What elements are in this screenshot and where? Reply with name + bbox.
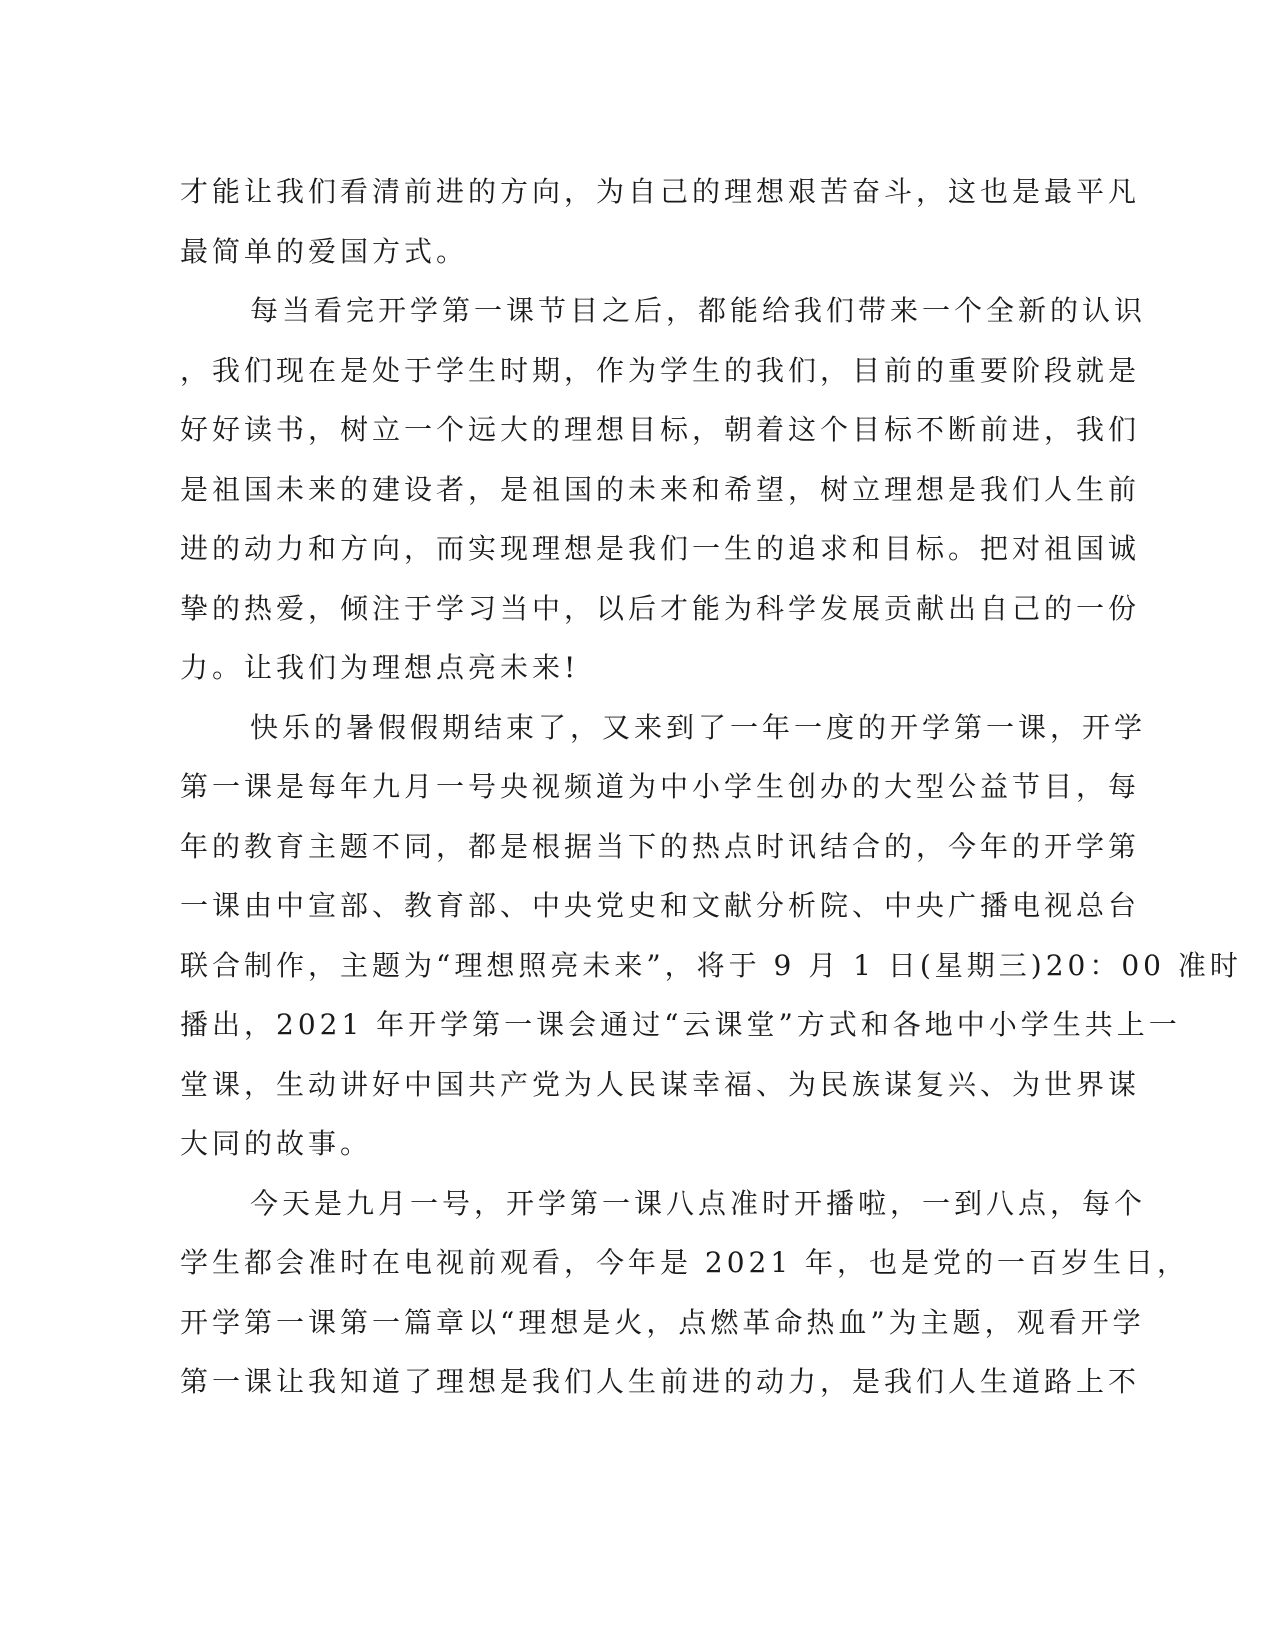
text-line: 堂课，生动讲好中国共产党为人民谋幸福、为民族谋复兴、为世界谋 [180, 1067, 1141, 1101]
text-line: 联合制作，主题为“理想照亮未来”，将于 9 月 1 日(星期三)20：00 准时 [180, 948, 1242, 982]
text-line: 播出，2021 年开学第一课会通过“云课堂”方式和各地中小学生共上一 [180, 1008, 1181, 1041]
paragraph-start-line: 今天是九月一号，开学第一课八点准时开播啦，一到八点，每个 [250, 1186, 1147, 1220]
text-line: 年的教育主题不同，都是根据当下的热点时讯结合的，今年的开学第 [180, 829, 1141, 863]
paragraph-start-line: 快乐的暑假假期结束了，又来到了一年一度的开学第一课，开学 [250, 710, 1147, 744]
text-line: 大同的故事。 [180, 1127, 373, 1160]
text-line: 第一课让我知道了理想是我们人生前进的动力，是我们人生道路上不 [180, 1365, 1141, 1398]
text-line: 才能让我们看清前进的方向，为自己的理想艰苦奋斗，这也是最平凡 [180, 175, 1141, 208]
text-line: 一课由中宣部、教育部、中央党史和文献分析院、中央广播电视总台 [180, 889, 1141, 922]
text-line: 力。让我们为理想点亮未来! [180, 651, 580, 684]
paragraph-start-line: 每当看完开学第一课节目之后，都能给我们带来一个全新的认识 [250, 294, 1147, 327]
text-line: 第一课是每年九月一号央视频道为中小学生创办的大型公益节目，每 [180, 770, 1141, 803]
text-line: 最简单的爱国方式。 [180, 234, 469, 268]
text-line: 是祖国未来的建设者，是祖国的未来和希望，树立理想是我们人生前 [180, 472, 1141, 506]
text-line: ，我们现在是处于学生时期，作为学生的我们，目前的重要阶段就是 [180, 353, 1141, 387]
text-line: 开学第一课第一篇章以“理想是火，点燃革命热血”为主题，观看开学 [180, 1305, 1145, 1339]
text-line: 进的动力和方向，而实现理想是我们一生的追求和目标。把对祖国诚 [180, 532, 1141, 565]
body-text [180, 162, 1242, 1412]
text-line: 好好读书，树立一个远大的理想目标，朝着这个目标不断前进，我们 [180, 413, 1141, 446]
text-line: 挚的热爱，倾注于学习当中，以后才能为科学发展贡献出自己的一份 [180, 591, 1141, 625]
text-line: 学生都会准时在电视前观看，今年是 2021 年，也是党的一百岁生日， [180, 1246, 1190, 1279]
